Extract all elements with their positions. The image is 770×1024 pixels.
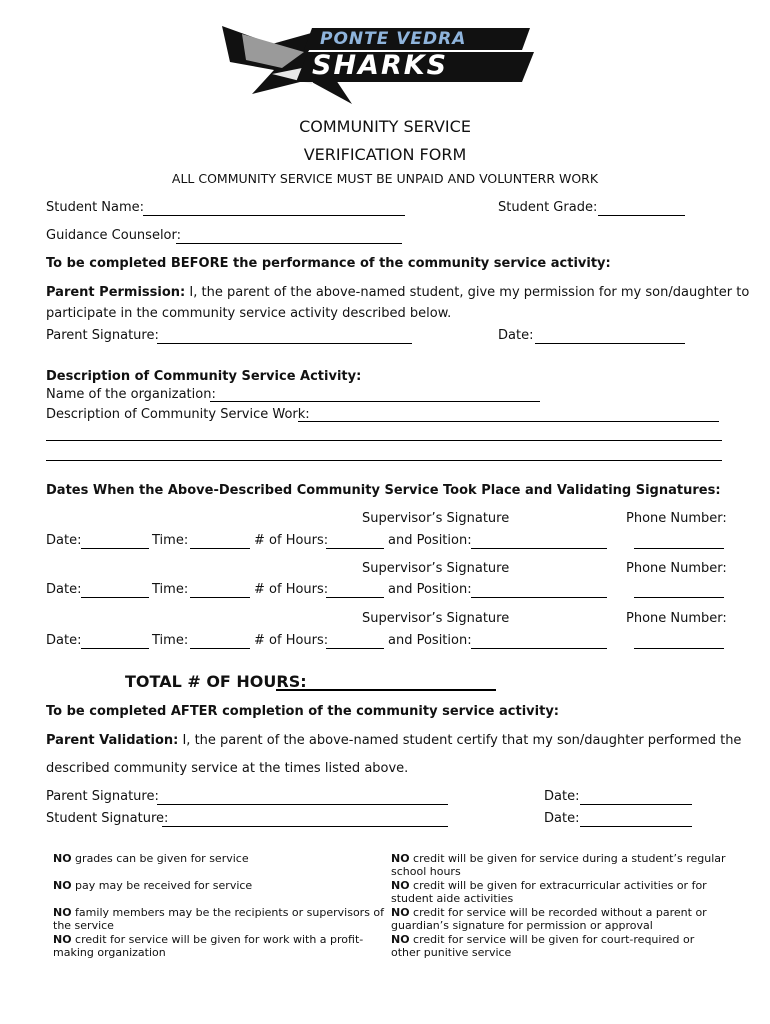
entry-hours-label: # of Hours: [254, 582, 329, 597]
entry-position-label: and Position: [388, 582, 472, 597]
rule-no-label: NO [391, 906, 410, 919]
rule-item [53, 906, 384, 919]
supervisor-signature-label: Supervisor’s Signature [362, 611, 510, 626]
rule-no-label: NO [391, 852, 410, 865]
validation-parent-signature-field[interactable] [157, 804, 448, 805]
form-subtitle: ALL COMMUNITY SERVICE MUST BE UNPAID AND VOLUNTERR WORK [171, 171, 599, 186]
student-grade-field[interactable] [598, 215, 685, 216]
parent-validation-body-1: I, the parent of the above-named student certify that my son/daughter performed the [178, 733, 742, 748]
rule-no-label: NO [391, 933, 410, 946]
organization-name-field[interactable] [210, 401, 540, 402]
entry-date-field[interactable] [81, 597, 149, 598]
phone-number-field[interactable] [634, 548, 724, 549]
entry-hours-field[interactable] [326, 648, 384, 649]
validation-parent-date-field[interactable] [580, 804, 692, 805]
student-name-field[interactable] [143, 215, 405, 216]
service-work-line-2[interactable] [46, 440, 722, 441]
rule-text-continued: guardian’s signature for permission or approval [391, 919, 653, 932]
total-hours-label: TOTAL # OF HOURS: [125, 672, 307, 691]
rule-item [391, 906, 707, 919]
entry-position-label: and Position: [388, 533, 472, 548]
entry-time-label: Time: [152, 633, 189, 648]
entry-date-field[interactable] [81, 648, 149, 649]
parent-permission-body-1: I, the parent of the above-named student, give my permission for my son/daughter to [185, 285, 750, 300]
rule-no-label: NO [53, 906, 72, 919]
rule-item [53, 879, 252, 892]
phone-number-label: Phone Number: [626, 611, 727, 626]
parent-validation-text [46, 733, 741, 748]
validation-parent-date-label: Date: [544, 789, 580, 804]
form-title-line2: VERIFICATION FORM [303, 145, 467, 164]
entry-date-label: Date: [46, 533, 82, 548]
supervisor-signature-field[interactable] [471, 597, 607, 598]
guidance-counselor-label: Guidance Counselor: [46, 228, 182, 243]
parent-signature-field[interactable] [157, 343, 412, 344]
entry-hours-label: # of Hours: [254, 533, 329, 548]
entry-time-field[interactable] [190, 597, 250, 598]
rule-no-label: NO [53, 852, 72, 865]
entry-position-label: and Position: [388, 633, 472, 648]
ponte-vedra-sharks-logo [212, 4, 540, 112]
logo-text-ponte-vedra: PONTE VEDRA [320, 29, 467, 49]
rule-item [53, 852, 249, 865]
rule-no-label: NO [53, 879, 72, 892]
phone-number-label: Phone Number: [626, 511, 727, 526]
rule-no-label: NO [53, 933, 72, 946]
organization-name-label: Name of the organization: [46, 387, 216, 402]
entry-date-field[interactable] [81, 548, 149, 549]
supervisor-signature-label: Supervisor’s Signature [362, 561, 510, 576]
parent-signature-label: Parent Signature: [46, 328, 159, 343]
rule-text-continued: the service [53, 919, 114, 932]
entry-time-field[interactable] [190, 548, 250, 549]
parent-permission-text [46, 285, 749, 300]
rule-text-continued: other punitive service [391, 946, 512, 959]
rule-text-continued: school hours [391, 865, 461, 878]
rule-text: credit for service will be recorded without a parent or [409, 906, 707, 919]
rule-text: credit will be given for extracurricular activities or for [409, 879, 707, 892]
entry-time-label: Time: [152, 582, 189, 597]
total-hours-field[interactable] [276, 689, 496, 691]
rule-text: credit for service will be given for work with a profit- [71, 933, 364, 946]
permission-date-label: Date: [498, 328, 534, 343]
rule-item [53, 933, 363, 946]
service-work-field[interactable] [298, 421, 719, 422]
rule-no-label: NO [391, 879, 410, 892]
validation-student-signature-label: Student Signature: [46, 811, 169, 826]
rule-text: family members may be the recipients or supervisors of [71, 906, 385, 919]
entry-time-field[interactable] [190, 648, 250, 649]
entry-date-label: Date: [46, 582, 82, 597]
supervisor-signature-field[interactable] [471, 648, 607, 649]
entry-hours-field[interactable] [326, 548, 384, 549]
service-work-line-3[interactable] [46, 460, 722, 461]
rule-text: credit for service will be given for court-required or [409, 933, 695, 946]
student-name-label: Student Name: [46, 200, 145, 215]
parent-permission-body-2: participate in the community service activity described below. [46, 306, 452, 321]
entry-hours-label: # of Hours: [254, 633, 329, 648]
after-heading: To be completed AFTER completion of the community service activity: [46, 704, 559, 719]
phone-number-field[interactable] [634, 597, 724, 598]
logo-text-sharks: SHARKS [312, 50, 449, 81]
parent-validation-label: Parent Validation: [46, 733, 179, 748]
validation-parent-signature-label: Parent Signature: [46, 789, 159, 804]
before-heading: To be completed BEFORE the performance of the community service activity: [46, 256, 611, 271]
student-grade-label: Student Grade: [498, 200, 598, 215]
service-work-label: Description of Community Service Work: [46, 407, 310, 422]
permission-date-field[interactable] [535, 343, 685, 344]
supervisor-signature-field[interactable] [471, 548, 607, 549]
entry-hours-field[interactable] [326, 597, 384, 598]
rule-item [391, 933, 694, 946]
rule-text: grades can be given for service [71, 852, 249, 865]
validation-student-signature-field[interactable] [162, 826, 448, 827]
rule-text-continued: student aide activities [391, 892, 514, 905]
rule-text: credit will be given for service during a student’s regular [409, 852, 726, 865]
rule-text-continued: making organization [53, 946, 166, 959]
description-heading: Description of Community Service Activity: [46, 369, 362, 384]
guidance-counselor-field[interactable] [176, 243, 402, 244]
entry-time-label: Time: [152, 533, 189, 548]
rule-text: pay may be received for service [71, 879, 253, 892]
form-title-line1: COMMUNITY SERVICE [299, 117, 471, 136]
validation-student-date-field[interactable] [580, 826, 692, 827]
dates-heading: Dates When the Above-Described Community Service Took Place and Validating Signatures: [46, 483, 721, 498]
rule-item [391, 852, 726, 865]
supervisor-signature-label: Supervisor’s Signature [362, 511, 510, 526]
parent-validation-body-2: described community service at the times listed above. [46, 761, 409, 776]
phone-number-label: Phone Number: [626, 561, 727, 576]
phone-number-field[interactable] [634, 648, 724, 649]
validation-student-date-label: Date: [544, 811, 580, 826]
rule-item [391, 879, 707, 892]
parent-permission-label: Parent Permission: [46, 285, 186, 300]
entry-date-label: Date: [46, 633, 82, 648]
